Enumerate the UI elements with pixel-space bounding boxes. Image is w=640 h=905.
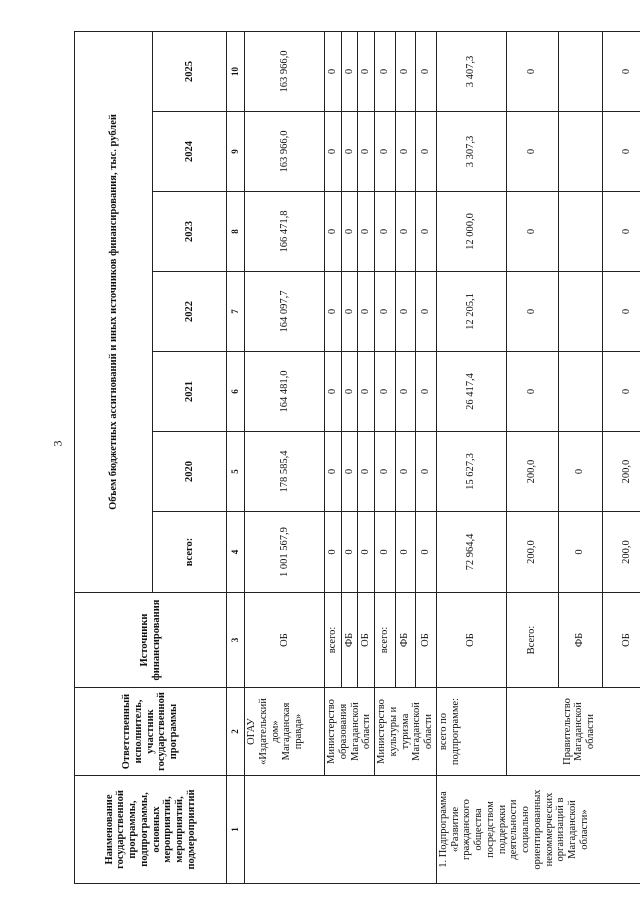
- value-cell: 0: [602, 31, 640, 111]
- col-number: 10: [227, 31, 245, 111]
- value-cell: 1 001 567,9: [245, 512, 325, 593]
- value-cell: 0: [416, 31, 437, 111]
- header-executor: Ответственный исполнитель, участник государственной программы: [75, 688, 227, 776]
- source-cell: ОБ: [416, 593, 437, 688]
- value-cell: 0: [416, 112, 437, 192]
- value-cell: 0: [325, 192, 342, 272]
- value-cell: 163 966,0: [245, 31, 325, 111]
- value-cell: 0: [506, 112, 558, 192]
- value-cell: 0: [416, 512, 437, 593]
- table-row: [506, 31, 558, 883]
- value-cell: 0: [375, 31, 396, 111]
- value-cell: 72 964,4: [436, 512, 506, 593]
- col-number: 1: [227, 776, 245, 884]
- value-cell: 0: [602, 272, 640, 352]
- value-cell: 0: [341, 31, 358, 111]
- source-cell: Всего:: [506, 593, 558, 688]
- value-cell: 0: [395, 272, 416, 352]
- source-cell: ОБ: [245, 593, 325, 688]
- value-cell: 163 966,0: [245, 112, 325, 192]
- value-cell: 0: [558, 432, 602, 512]
- value-cell: 12 000,0: [436, 192, 506, 272]
- value-cell: 0: [325, 352, 342, 432]
- value-cell: 164 481,0: [245, 352, 325, 432]
- header-source: Источники финансирования: [75, 593, 227, 688]
- value-cell: 0: [416, 352, 437, 432]
- value-cell: 0: [395, 112, 416, 192]
- value-cell: 178 585,4: [245, 432, 325, 512]
- source-cell: ФБ: [395, 593, 416, 688]
- header-total: всего:: [153, 512, 227, 593]
- name-cell-empty: [245, 776, 437, 884]
- header-year: 2023: [153, 192, 227, 272]
- value-cell: 0: [325, 432, 342, 512]
- source-cell: ОБ: [358, 593, 375, 688]
- table-row: [325, 31, 342, 883]
- value-cell: 0: [395, 432, 416, 512]
- value-cell: 26 417,4: [436, 352, 506, 432]
- value-cell: 0: [341, 272, 358, 352]
- value-cell: 0: [416, 272, 437, 352]
- col-number: 7: [227, 272, 245, 352]
- value-cell: 0: [395, 512, 416, 593]
- header-year: 2022: [153, 272, 227, 352]
- executor-cell: Министерство культуры и туризма Магаданской области: [375, 688, 437, 776]
- value-cell: [558, 112, 602, 192]
- value-cell: 0: [341, 352, 358, 432]
- source-cell: всего:: [375, 593, 396, 688]
- funding-table: [74, 31, 640, 884]
- value-cell: [558, 352, 602, 432]
- value-cell: 0: [358, 512, 375, 593]
- value-cell: 164 097,7: [245, 272, 325, 352]
- value-cell: 166 471,8: [245, 192, 325, 272]
- table-row: [375, 31, 396, 883]
- funding-table-rotated: [74, 32, 633, 884]
- value-cell: 3 307,3: [436, 112, 506, 192]
- value-cell: 15 627,3: [436, 432, 506, 512]
- value-cell: 200,0: [506, 512, 558, 593]
- value-cell: [558, 192, 602, 272]
- value-cell: 0: [506, 352, 558, 432]
- value-cell: 0: [395, 192, 416, 272]
- executor-cell: ОГАУ «Издательский дом» Магаданская правда»: [245, 688, 325, 776]
- value-cell: 0: [375, 512, 396, 593]
- source-cell: ОБ: [602, 593, 640, 688]
- value-cell: 0: [395, 352, 416, 432]
- value-cell: 0: [358, 432, 375, 512]
- table-row: [245, 31, 325, 883]
- table-row: [436, 31, 506, 883]
- value-cell: 0: [358, 31, 375, 111]
- value-cell: 0: [325, 31, 342, 111]
- value-cell: [558, 272, 602, 352]
- value-cell: 0: [375, 272, 396, 352]
- value-cell: 0: [602, 112, 640, 192]
- value-cell: 0: [358, 352, 375, 432]
- value-cell: 0: [341, 112, 358, 192]
- value-cell: 0: [325, 272, 342, 352]
- value-cell: 0: [341, 432, 358, 512]
- value-cell: 0: [325, 112, 342, 192]
- value-cell: 200,0: [602, 432, 640, 512]
- value-cell: [558, 31, 602, 111]
- header-year: 2024: [153, 112, 227, 192]
- value-cell: 200,0: [506, 432, 558, 512]
- col-number: 4: [227, 512, 245, 593]
- col-number: 9: [227, 112, 245, 192]
- value-cell: 0: [358, 272, 375, 352]
- executor-cell: всего по подпрограмме:: [436, 688, 506, 776]
- col-number: 3: [227, 593, 245, 688]
- value-cell: 0: [395, 31, 416, 111]
- value-cell: 0: [602, 192, 640, 272]
- col-number: 5: [227, 432, 245, 512]
- page-number: 3: [50, 440, 65, 447]
- value-cell: 12 205,1: [436, 272, 506, 352]
- executor-cell: Министерство образования Магаданской области: [325, 688, 375, 776]
- col-number: 8: [227, 192, 245, 272]
- col-number: 2: [227, 688, 245, 776]
- col-number: 6: [227, 352, 245, 432]
- value-cell: 0: [416, 432, 437, 512]
- header-year: 2020: [153, 432, 227, 512]
- value-cell: 0: [358, 192, 375, 272]
- value-cell: 0: [375, 192, 396, 272]
- value-cell: 0: [375, 432, 396, 512]
- header-name: Наименование государственной программы, подпрограммы, основных мероприятий, мероприятий, подмероприятий: [75, 776, 227, 884]
- value-cell: 0: [341, 512, 358, 593]
- source-cell: ФБ: [558, 593, 602, 688]
- value-cell: 0: [375, 352, 396, 432]
- value-cell: 0: [358, 112, 375, 192]
- value-cell: 0: [341, 192, 358, 272]
- header-year: 2021: [153, 352, 227, 432]
- source-cell: ОБ: [436, 593, 506, 688]
- value-cell: 0: [375, 112, 396, 192]
- header-year: 2025: [153, 31, 227, 111]
- value-cell: 0: [506, 272, 558, 352]
- header-volume: Объем бюджетных ассигнований и иных источников финансирования, тыс. рублей: [75, 31, 153, 592]
- value-cell: 200,0: [602, 512, 640, 593]
- subprogram-name-cell: 1. Подпрограмма «Развитие гражданского общества посредством поддержки деятельности социально ориентированных некоммерческих организаций в Магаданской области»: [436, 776, 640, 884]
- value-cell: 0: [602, 352, 640, 432]
- value-cell: 0: [558, 512, 602, 593]
- source-cell: всего:: [325, 593, 342, 688]
- value-cell: 0: [416, 192, 437, 272]
- value-cell: 0: [325, 512, 342, 593]
- value-cell: 0: [506, 31, 558, 111]
- executor-cell: Правительство Магаданской области: [506, 688, 640, 776]
- source-cell: ФБ: [341, 593, 358, 688]
- value-cell: 3 407,3: [436, 31, 506, 111]
- value-cell: 0: [506, 192, 558, 272]
